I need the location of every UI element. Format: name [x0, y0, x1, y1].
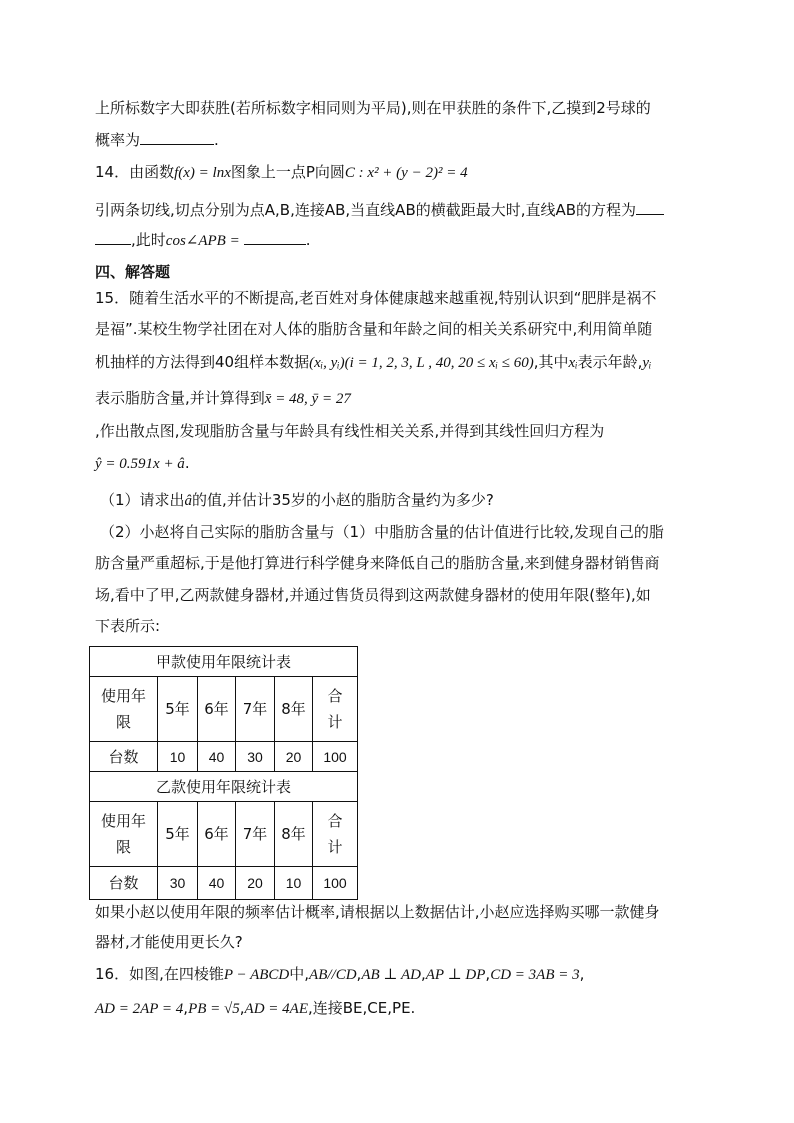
q15-regression: ŷ = 0.591x + â [95, 456, 185, 472]
q14-circle: C : x² + (y − 2)² = 4 [344, 165, 468, 181]
q15-means: x̄ = 48, ȳ = 27 [264, 391, 351, 407]
q15-p3-suffix2: 表示年龄, [577, 353, 643, 371]
answer-blank [244, 230, 306, 245]
q16-line2: AD = 2AP = 4,PB = √5,AD = 4AE,连接BE,CE,PE. [95, 999, 416, 1017]
header-line-1: 使用年 [100, 687, 146, 705]
table-title-yi: 乙款使用年限统计表 [90, 772, 358, 802]
q15-after1: 如果小赵以使用年限的频率估计概率,请根据以上数据估计,小赵应选择购买哪一款健身 [95, 903, 660, 921]
q16-mid: 中, [289, 965, 310, 983]
table-cell: 100 [313, 867, 358, 900]
q16-cond-6: PB = √5 [188, 1001, 240, 1017]
table-header-cell: 5年 [158, 677, 198, 742]
q14-line3 [95, 230, 311, 251]
table-row-label: 台数 [90, 867, 158, 900]
q15-p6-suffix: . [184, 454, 190, 472]
q16-cond-4: CD = 3AB = 3 [490, 967, 580, 983]
q15-p3-suffix: ,其中 [533, 353, 569, 371]
q15-p3 [95, 352, 651, 373]
table-cell: 20 [275, 742, 313, 772]
q16-pyramid: P − ABCD [223, 967, 290, 983]
header-line-2: 限 [115, 838, 131, 856]
q14-mid: 图象上一点P向圆 [230, 163, 345, 181]
q15-sub2-l2: 肪含量严重超标,于是他打算进行科学健身来降低自己的脂肪含量,来到健身器材销售商 [95, 554, 660, 572]
table-cell: 30 [236, 742, 275, 772]
table-header-total [313, 802, 358, 867]
q15-sub2-l1: （2）小赵将自己实际的脂肪含量与（1）中脂肪含量的估计值进行比较,发现自己的脂 [100, 523, 664, 541]
q15-sub2-l4: 下表所示: [95, 617, 161, 635]
table-header-cell: 6年 [198, 677, 236, 742]
table-cell: 10 [158, 742, 198, 772]
q14-line2 [95, 200, 664, 220]
table-header-cell: 7年 [236, 802, 275, 867]
table-cell: 40 [198, 867, 236, 900]
q16-suffix: ,连接BE,CE,PE. [308, 999, 416, 1017]
table-header-years [90, 677, 158, 742]
table-cell: 30 [158, 867, 198, 900]
table-header-cell: 8年 [275, 802, 313, 867]
total-line-2: 计 [327, 713, 343, 731]
table-header-total [313, 677, 358, 742]
table-cell: 100 [313, 742, 358, 772]
q15-p4 [95, 388, 351, 409]
table-header-cell: 7年 [236, 677, 275, 742]
q15-p5: ,作出散点图,发现脂肪含量与年龄具有线性相关关系,并得到其线性回归方程为 [95, 422, 605, 440]
q13-period: . [214, 131, 219, 149]
total-line-1: 合 [327, 812, 343, 830]
q15-xi: xᵢ [568, 355, 578, 371]
table-cell: 10 [275, 867, 313, 900]
answer-blank [636, 200, 664, 215]
q15-sub1 [100, 490, 494, 511]
q15-after2: 器材,才能使用更长久? [95, 933, 243, 951]
total-line-2: 计 [327, 838, 343, 856]
q15-sub1-suffix: 的值,并估计35岁的小赵的脂肪含量约为多少? [192, 491, 494, 509]
q15-p4-text: 表示脂肪含量,并计算得到 [95, 389, 265, 407]
q14-mid2: ,此时 [131, 231, 166, 249]
table-header-cell: 6年 [198, 802, 236, 867]
q16-cond-1: AB//CD [309, 967, 357, 983]
answer-blank [140, 130, 214, 145]
q15-p1: 15．随着生活水平的不断提高,老百姓对身体健康越来越重视,特别认识到“肥胖是祸不 [95, 289, 657, 307]
table-cell: 40 [198, 742, 236, 772]
table-header-years [90, 802, 158, 867]
table-header-cell: 8年 [275, 677, 313, 742]
q14-text: 引两条切线,切点分别为点A,B,连接AB,当直线AB的横截距最大时,直线AB的方程为 [95, 201, 637, 219]
usage-statistics-table [89, 646, 358, 900]
section-heading: 四、解答题 [95, 263, 171, 281]
q14-cos: cos∠APB = [165, 233, 240, 249]
table-title-jia: 甲款使用年限统计表 [90, 647, 358, 677]
q15-sample-formula: (xᵢ, yᵢ)(i = 1, 2, 3, L , 40, 20 ≤ xᵢ ≤ 60) [309, 355, 534, 371]
q13-line1: 上所标数字大即获胜(若所标数字相同则为平局),则在甲获胜的条件下,乙摸到2号球的 [95, 99, 651, 117]
header-line-2: 限 [115, 713, 131, 731]
q14-line1 [95, 162, 468, 183]
q15-sub1-prefix: （1）请求出 [100, 491, 185, 509]
q15-p6 [95, 453, 190, 474]
q16-cond-3: AP ⊥ DP [425, 967, 486, 983]
q15-sub1-a: â [184, 493, 193, 509]
q16-cond-2: AB ⊥ AD [361, 967, 421, 983]
q16-intro: 16．如图,在四棱锥 [95, 965, 224, 983]
q16-line1: 16．如图,在四棱锥P − ABCD中,AB//CD,AB ⊥ AD,AP ⊥ DP,CD = 3AB = 3, [95, 965, 585, 983]
total-line-1: 合 [327, 687, 343, 705]
q14-function: f(x) = lnx [174, 165, 231, 181]
table-cell: 20 [236, 867, 275, 900]
q15-sub2-l3: 场,看中了甲,乙两款健身器材,并通过售货员得到这两款健身器材的使用年限(整年),如 [95, 586, 651, 604]
q14-period: . [305, 231, 311, 249]
q16-cond-5: AD = 2AP = 4 [95, 1001, 184, 1017]
q13-prob-label: 概率为 [95, 131, 141, 149]
q15-p3-text: 机抽样的方法得到40组样本数据 [95, 353, 310, 371]
table-row-label: 台数 [90, 742, 158, 772]
header-line-1: 使用年 [100, 812, 146, 830]
q14-intro: 14．由函数 [95, 163, 175, 181]
q15-yi: yᵢ [642, 355, 652, 371]
answer-blank [95, 230, 131, 245]
q13-line2 [95, 130, 219, 150]
q16-cond-7: AD = 4AE [244, 1001, 308, 1017]
table-header-cell: 5年 [158, 802, 198, 867]
q15-p2: 是福”.某校生物学社团在对人体的脂肪含量和年龄之间的相关关系研究中,利用简单随 [95, 320, 653, 338]
